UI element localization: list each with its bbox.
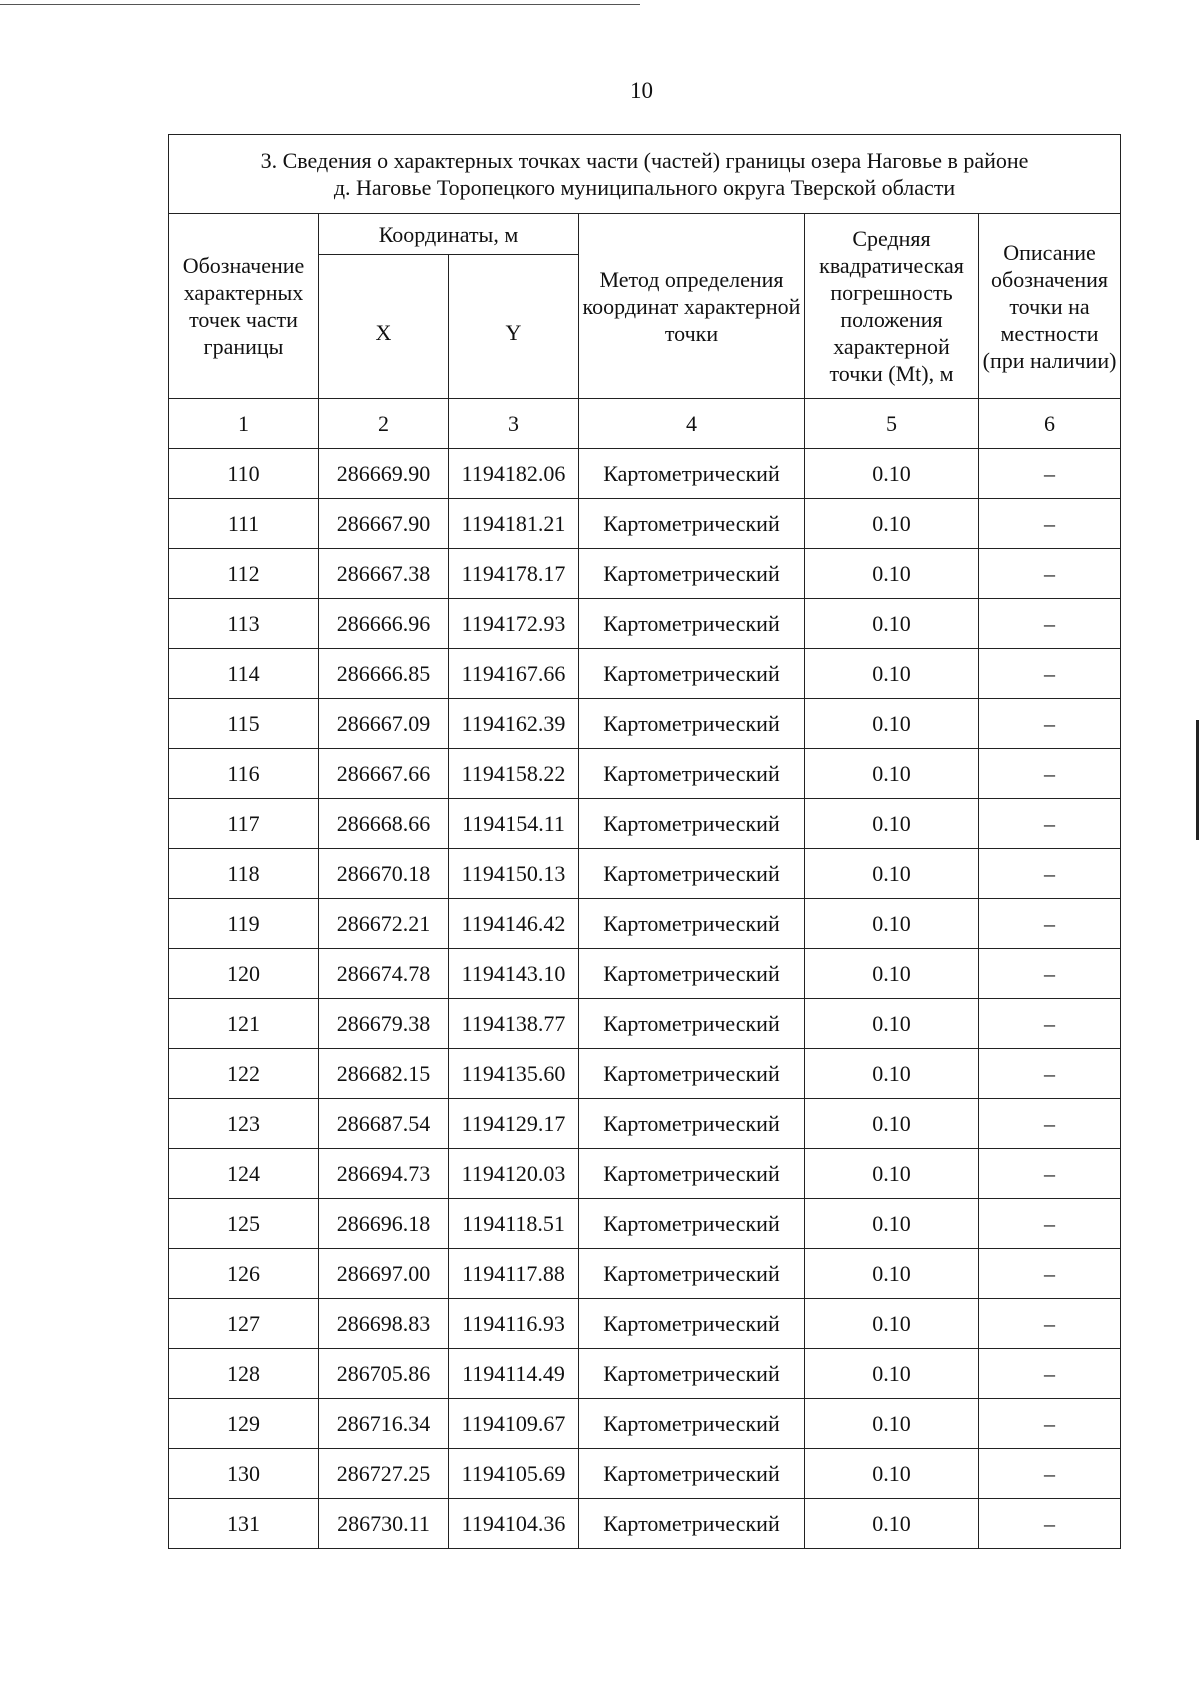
table-row: [169, 999, 1121, 1049]
cell-y: 1194158.22: [449, 749, 579, 799]
cell-x: 286670.18: [319, 849, 449, 899]
cell-method: Картометрический: [579, 1349, 805, 1399]
table-row: [169, 1099, 1121, 1149]
cell-description: –: [979, 949, 1121, 999]
cell-y: 1194105.69: [449, 1449, 579, 1499]
cell-point: 112: [169, 549, 319, 599]
table-row: [169, 649, 1121, 699]
header-y: Y: [449, 255, 579, 399]
cell-method: Картометрический: [579, 1399, 805, 1449]
cell-x: 286666.96: [319, 599, 449, 649]
cell-error: 0.10: [805, 849, 979, 899]
cell-description: –: [979, 999, 1121, 1049]
table-row: [169, 1049, 1121, 1099]
cell-method: Картометрический: [579, 1049, 805, 1099]
column-numbers-row: [169, 399, 1121, 449]
cell-error: 0.10: [805, 1399, 979, 1449]
table-caption-row: [169, 135, 1121, 214]
cell-description: –: [979, 499, 1121, 549]
cell-x: 286727.25: [319, 1449, 449, 1499]
table-row: [169, 549, 1121, 599]
cell-error: 0.10: [805, 499, 979, 549]
cell-x: 286705.86: [319, 1349, 449, 1399]
table-row: [169, 1299, 1121, 1349]
table-row: [169, 1199, 1121, 1249]
table-caption: [169, 135, 1121, 214]
cell-method: Картометрический: [579, 999, 805, 1049]
cell-description: –: [979, 449, 1121, 499]
cell-y: 1194135.60: [449, 1049, 579, 1099]
header-error: Средняя квадратическая погрешность положения характерной точки (Mt), м: [805, 214, 979, 399]
cell-y: 1194109.67: [449, 1399, 579, 1449]
cell-y: 1194129.17: [449, 1099, 579, 1149]
table-row: [169, 1449, 1121, 1499]
column-number: 6: [979, 399, 1121, 449]
table-caption-line-2: д. Наговье Торопецкого муниципального округа Тверской области: [333, 175, 956, 200]
cell-method: Картометрический: [579, 449, 805, 499]
cell-point: 115: [169, 699, 319, 749]
cell-error: 0.10: [805, 1299, 979, 1349]
cell-description: –: [979, 1499, 1121, 1549]
cell-point: 130: [169, 1449, 319, 1499]
cell-x: 286667.90: [319, 499, 449, 549]
cell-y: 1194114.49: [449, 1349, 579, 1399]
cell-y: 1194116.93: [449, 1299, 579, 1349]
cell-x: 286666.85: [319, 649, 449, 699]
cell-method: Картометрический: [579, 499, 805, 549]
cell-point: 131: [169, 1499, 319, 1549]
cell-y: 1194143.10: [449, 949, 579, 999]
cell-description: –: [979, 799, 1121, 849]
cell-point: 120: [169, 949, 319, 999]
cell-x: 286697.00: [319, 1249, 449, 1299]
cell-error: 0.10: [805, 899, 979, 949]
cell-y: 1194154.11: [449, 799, 579, 849]
table-row: [169, 699, 1121, 749]
cell-error: 0.10: [805, 999, 979, 1049]
table-row: [169, 499, 1121, 549]
cell-x: 286667.09: [319, 699, 449, 749]
cell-point: 128: [169, 1349, 319, 1399]
cell-method: Картометрический: [579, 549, 805, 599]
cell-method: Картометрический: [579, 1149, 805, 1199]
header-x: X: [319, 255, 449, 399]
cell-error: 0.10: [805, 1049, 979, 1099]
cell-x: 286667.38: [319, 549, 449, 599]
cell-description: –: [979, 1099, 1121, 1149]
cell-description: –: [979, 1349, 1121, 1399]
header-designation: Обозначение характерных точек части границы: [169, 214, 319, 399]
cell-description: –: [979, 1049, 1121, 1099]
cell-x: 286679.38: [319, 999, 449, 1049]
cell-method: Картометрический: [579, 599, 805, 649]
cell-method: Картометрический: [579, 849, 805, 899]
cell-y: 1194146.42: [449, 899, 579, 949]
cell-method: Картометрический: [579, 1299, 805, 1349]
cell-description: –: [979, 1399, 1121, 1449]
cell-point: 111: [169, 499, 319, 549]
table-row: [169, 449, 1121, 499]
table-row: [169, 799, 1121, 849]
cell-y: 1194118.51: [449, 1199, 579, 1249]
cell-y: 1194182.06: [449, 449, 579, 499]
table-row: [169, 899, 1121, 949]
cell-method: Картометрический: [579, 1449, 805, 1499]
cell-error: 0.10: [805, 1249, 979, 1299]
table-row: [169, 1499, 1121, 1549]
cell-x: 286672.21: [319, 899, 449, 949]
cell-method: Картометрический: [579, 1249, 805, 1299]
cell-point: 114: [169, 649, 319, 699]
scan-edge-line: [0, 4, 640, 5]
cell-description: –: [979, 1149, 1121, 1199]
cell-x: 286730.11: [319, 1499, 449, 1549]
cell-y: 1194172.93: [449, 599, 579, 649]
cell-point: 124: [169, 1149, 319, 1199]
cell-y: 1194104.36: [449, 1499, 579, 1549]
table-body: [169, 449, 1121, 1549]
cell-description: –: [979, 649, 1121, 699]
table-row: [169, 1349, 1121, 1399]
header-description: Описание обозначения точки на местности (при наличии): [979, 214, 1121, 399]
cell-y: 1194178.17: [449, 549, 579, 599]
column-number: 3: [449, 399, 579, 449]
cell-point: 123: [169, 1099, 319, 1149]
cell-x: 286687.54: [319, 1099, 449, 1149]
header-row-1: [169, 214, 1121, 255]
cell-point: 121: [169, 999, 319, 1049]
cell-method: Картометрический: [579, 899, 805, 949]
table-row: [169, 949, 1121, 999]
table-row: [169, 1399, 1121, 1449]
cell-description: –: [979, 549, 1121, 599]
cell-y: 1194150.13: [449, 849, 579, 899]
cell-point: 113: [169, 599, 319, 649]
cell-description: –: [979, 599, 1121, 649]
boundary-points-table: [168, 134, 1121, 1549]
cell-description: –: [979, 699, 1121, 749]
cell-method: Картометрический: [579, 1199, 805, 1249]
cell-error: 0.10: [805, 749, 979, 799]
cell-error: 0.10: [805, 1349, 979, 1399]
cell-x: 286674.78: [319, 949, 449, 999]
header-coordinates: Координаты, м: [319, 214, 579, 255]
cell-error: 0.10: [805, 1499, 979, 1549]
column-number: 5: [805, 399, 979, 449]
cell-error: 0.10: [805, 799, 979, 849]
cell-method: Картометрический: [579, 799, 805, 849]
cell-error: 0.10: [805, 449, 979, 499]
cell-point: 116: [169, 749, 319, 799]
cell-method: Картометрический: [579, 649, 805, 699]
cell-y: 1194120.03: [449, 1149, 579, 1199]
cell-point: 118: [169, 849, 319, 899]
cell-point: 117: [169, 799, 319, 849]
column-number: 4: [579, 399, 805, 449]
cell-x: 286698.83: [319, 1299, 449, 1349]
cell-point: 126: [169, 1249, 319, 1299]
cell-error: 0.10: [805, 1099, 979, 1149]
cell-point: 125: [169, 1199, 319, 1249]
column-number: 2: [319, 399, 449, 449]
cell-method: Картометрический: [579, 949, 805, 999]
table-caption-line-1: 3. Сведения о характерных точках части (частей) границы озера Наговье в районе: [260, 148, 1029, 173]
cell-point: 129: [169, 1399, 319, 1449]
cell-x: 286669.90: [319, 449, 449, 499]
cell-error: 0.10: [805, 949, 979, 999]
cell-point: 119: [169, 899, 319, 949]
cell-error: 0.10: [805, 549, 979, 599]
cell-x: 286667.66: [319, 749, 449, 799]
cell-x: 286668.66: [319, 799, 449, 849]
cell-description: –: [979, 1199, 1121, 1249]
cell-x: 286696.18: [319, 1199, 449, 1249]
table-row: [169, 849, 1121, 899]
cell-point: 127: [169, 1299, 319, 1349]
cell-x: 286716.34: [319, 1399, 449, 1449]
cell-y: 1194181.21: [449, 499, 579, 549]
table-row: [169, 1249, 1121, 1299]
cell-error: 0.10: [805, 1449, 979, 1499]
page-number: 10: [630, 78, 653, 103]
cell-y: 1194117.88: [449, 1249, 579, 1299]
cell-point: 110: [169, 449, 319, 499]
cell-method: Картометрический: [579, 1099, 805, 1149]
table-row: [169, 599, 1121, 649]
cell-error: 0.10: [805, 649, 979, 699]
cell-x: 286682.15: [319, 1049, 449, 1099]
cell-y: 1194167.66: [449, 649, 579, 699]
cell-method: Картометрический: [579, 1499, 805, 1549]
cell-description: –: [979, 1449, 1121, 1499]
cell-error: 0.10: [805, 599, 979, 649]
cell-y: 1194162.39: [449, 699, 579, 749]
table-row: [169, 1149, 1121, 1199]
cell-x: 286694.73: [319, 1149, 449, 1199]
cell-point: 122: [169, 1049, 319, 1099]
cell-method: Картометрический: [579, 699, 805, 749]
cell-description: –: [979, 1249, 1121, 1299]
cell-description: –: [979, 1299, 1121, 1349]
cell-description: –: [979, 849, 1121, 899]
table-row: [169, 749, 1121, 799]
cell-y: 1194138.77: [449, 999, 579, 1049]
cell-error: 0.10: [805, 1199, 979, 1249]
cell-description: –: [979, 899, 1121, 949]
header-method: Метод определения координат характерной точки: [579, 214, 805, 399]
cell-error: 0.10: [805, 699, 979, 749]
scan-edge-mark: [1196, 720, 1199, 840]
column-number: 1: [169, 399, 319, 449]
cell-error: 0.10: [805, 1149, 979, 1199]
cell-description: –: [979, 749, 1121, 799]
cell-method: Картометрический: [579, 749, 805, 799]
